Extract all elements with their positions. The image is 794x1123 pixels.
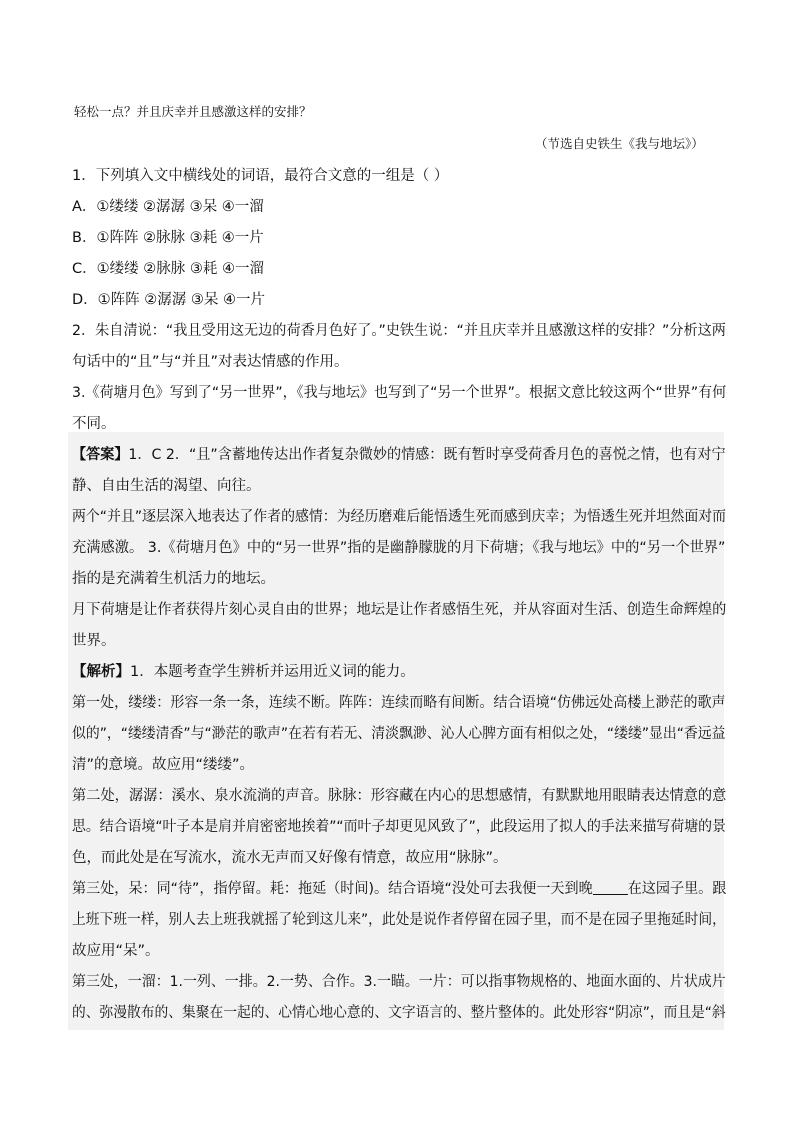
- analysis-p1-line-3: 清”的意境。故应用“缕缕”。: [72, 757, 255, 773]
- analysis-p2-line-3: 色，而此处是在写流水，流水无声而又好像有情意，故应用“脉脉”。: [72, 850, 508, 866]
- answer-line-5: 指的是充满着生机活力的地坛。: [72, 571, 275, 587]
- analysis-text-1: 1．本题考查学生辨析并运用近义词的能力。: [130, 664, 415, 680]
- analysis-p4-line-2: 的、弥漫散布的、集聚在一起的、心情心地心意的、文字语言的、整片整体的。此处形容“阴凉”，而且是“斜: [72, 1005, 726, 1021]
- passage-last-line: 轻松一点？并且庆幸并且感激这样的安排？: [74, 104, 312, 119]
- analysis-p3-line-2: 上班下班一样，别人去上班我就摇了轮到这儿来”，此处是说作者停留在园子里，而不是在园子里拖延时间，: [72, 912, 726, 928]
- analysis-p3-line-1: [72, 879, 726, 899]
- analysis-p1-line-2: 似的”，“缕缕清香”与“渺茫的歌声”在若有若无、清淡飘渺、沁人心脾方面有相似之处，“缕缕”显出“香远益: [72, 726, 726, 742]
- answer-label: 【答案】: [72, 447, 129, 463]
- question-3-line-1: 3.《荷塘月色》写到了“另一世界”，《我与地坛》也写到了“另一个世界”。根据文意比较这两个“世界”有何: [72, 385, 727, 401]
- q1-option-b: B．①阵阵 ②脉脉 ③耗 ④一片: [72, 230, 264, 246]
- question-2-line-1: 2．朱自清说：“我且受用这无边的荷香月色好了。”史铁生说：“并且庆幸并且感激这样的安排？”分析这两: [72, 323, 726, 339]
- answer-line-7: 世界。: [72, 633, 116, 649]
- analysis-line-1: [72, 662, 415, 682]
- analysis-label: 【解析】: [72, 664, 130, 680]
- analysis-p2-line-1: 第二处，潺潺：溪水、泉水流淌的声音。脉脉：形容藏在内心的思想感情，有默默地用眼睛表达情意的意: [72, 788, 727, 804]
- analysis-p1-line-1: 第一处，缕缕：形容一条一条，连续不断。阵阵：连续而略有间断。结合语境“仿佛远处高楼上渺茫的歌声: [72, 695, 726, 711]
- answer-line-2: 静、自由生活的渴望、向往。: [72, 478, 261, 494]
- fill-blank: [593, 880, 628, 895]
- answer-text-1: 1．C 2．“且”含蓄地传达出作者复杂微妙的情感：既有暂时享受荷香月色的喜悦之情，也有对宁: [128, 447, 726, 463]
- question-1: 1．下列填入文中横线处的词语，最符合文意的一组是（ ）: [72, 168, 449, 184]
- analysis-p3-text-a: 第三处，呆：同“待”，指停留。耗：拖延（时间)。结合语境“没处可去我便一天到晚: [72, 881, 593, 897]
- passage-source: （节选自史铁生《我与地坛》）: [535, 136, 704, 151]
- answer-line-3: 两个“并且”逐层深入地表达了作者的感情：为经历磨难后能悟透生死而感到庆幸；为悟透生死并坦然面对而: [72, 509, 727, 525]
- q1-option-d: D．①阵阵 ②潺潺 ③呆 ④一片: [72, 292, 265, 308]
- analysis-p3-text-b: 在这园子里。跟: [627, 881, 727, 897]
- question-3-line-2: 不同。: [72, 416, 116, 432]
- analysis-p2-line-2: 思。结合语境“叶子本是肩并肩密密地挨着”“而叶子却更见风致了”，此段运用了拟人的手法来描写荷塘的景: [72, 819, 726, 835]
- answer-line-4: 充满感激。 3.《荷塘月色》中的“另一世界”指的是幽静朦胧的月下荷塘；《我与地坛》中的“另一个世界”: [72, 540, 726, 556]
- answer-line-1: [72, 445, 726, 465]
- answer-line-6: 月下荷塘是让作者获得片刻心灵自由的世界；地坛是让作者感悟生死，并从容面对生活、创造生命辉煌的: [72, 602, 727, 618]
- q1-option-a: A．①缕缕 ②潺潺 ③呆 ④一溜: [72, 199, 264, 215]
- analysis-p4-line-1: 第三处，一溜：1.一列、一排。2.一势、合作。3.一瞄。一片：可以指事物规格的、地面水面的、片状成片: [72, 974, 726, 990]
- question-2-line-2: 句话中的“且”与“并且”对表达情感的作用。: [72, 354, 349, 370]
- analysis-p3-line-3: 故应用“呆”。: [72, 943, 160, 959]
- q1-option-c: C．①缕缕 ②脉脉 ③耗 ④一溜: [72, 261, 264, 277]
